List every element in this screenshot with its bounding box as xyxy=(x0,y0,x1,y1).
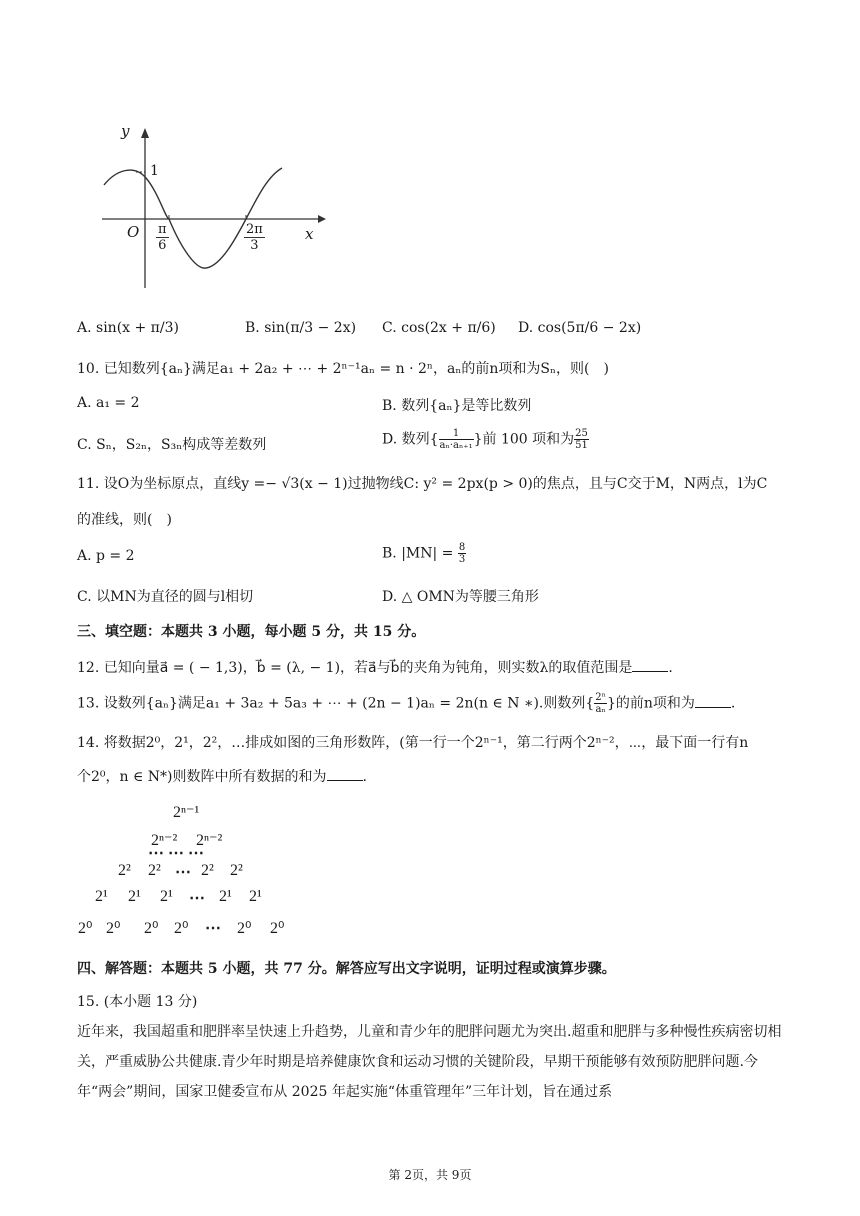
page-footer: 第 2页，共 9页 xyxy=(388,1168,472,1182)
tri-row6-2: 2⁰ xyxy=(106,920,121,937)
q10-option-d: D. 数列{ $\frac{1}{\text{aₙ·aₙ₊₁}}$ }前 100 项和为 $\frac{25}{51}$ xyxy=(382,428,588,451)
q10-option-c: C. Sₙ，S₂ₙ，S₃ₙ构成等差数列 xyxy=(77,437,267,453)
tri-row4-3: 2² xyxy=(201,862,214,879)
q14-blank xyxy=(327,768,363,781)
x-axis-arrow xyxy=(318,215,326,223)
x-axis-label: x xyxy=(305,225,314,243)
tri-row5-dots: ⋯ xyxy=(189,890,205,907)
tri-row1: 2ⁿ⁻¹ xyxy=(173,804,200,821)
tri-dots: ⋯ ⋯ ⋯ xyxy=(148,845,204,862)
origin-label: O xyxy=(127,223,140,241)
tri-row4-4: 2² xyxy=(230,862,243,879)
sine-graph xyxy=(96,118,336,293)
q11-option-c: C. 以MN为直径的圆与l相切 xyxy=(77,589,254,605)
section3-heading: 三、填空题：本题共 3 小题，每小题 5 分，共 15 分。 xyxy=(77,624,426,640)
q9-option-c: C. cos(2x + π/6) xyxy=(382,320,496,336)
tri-row5-3: 2¹ xyxy=(160,888,173,905)
tick-2pi-3: 2π 3 xyxy=(246,222,263,253)
tri-row6-6: 2⁰ xyxy=(270,920,285,937)
y-axis-arrow xyxy=(141,128,149,138)
q13-blank xyxy=(695,695,731,708)
tri-row5-2: 2¹ xyxy=(128,888,141,905)
tri-row6-dots: ⋯ xyxy=(205,920,221,937)
q9-option-a: A. sin(x + π/3) xyxy=(77,320,179,336)
q12-blank xyxy=(632,659,668,672)
q11-stem-line2: 的准线，则( ) xyxy=(77,512,172,528)
q11-stem-line1: 11. 设O为坐标原点，直线y =− √3(x − 1)过抛物线C: y² = 2px(p > 0)的焦点，且与C交于M，N两点，l为C xyxy=(77,476,768,492)
q14-line1: 14. 将数据2⁰，2¹，2²，…排成如图的三角形数阵，(第一行一个2ⁿ⁻¹，第二行两个2ⁿ⁻²，⋯，最下面一行有n xyxy=(77,735,749,751)
q9-option-b: B. sin(π/3 − 2x) xyxy=(245,320,357,336)
tri-row5-4: 2¹ xyxy=(219,888,232,905)
q13: 13. 设数列{aₙ}满足a₁ + 3a₂ + 5a₃ + ⋯ + (2n − 1)aₙ = 2n(n ∈ N ∗).则数列{ $\frac{\text{2ⁿ}}{\text{aₙ}}$ }的前n项和为 . xyxy=(77,692,736,715)
q14-line2: 个2⁰，n ∈ N*)则数阵中所有数据的和为 . xyxy=(77,769,367,785)
q10-stem: 10. 已知数列{aₙ}满足a₁ + 2a₂ + ⋯ + 2ⁿ⁻¹aₙ = n · 2ⁿ，aₙ的前n项和为Sₙ，则( ) xyxy=(77,361,609,377)
q15-paragraph: 近年来，我国超重和肥胖率呈快速上升趋势，儿童和青少年的肥胖问题尤为突出.超重和肥胖与多种慢性疾病密切相关，严重威胁公共健康.青少年时期是培养健康饮食和运动习惯的关键阶段，早期干预能够有效预防肥胖问题.今年“两会”期间，国家卫健委宣布从 2025 年起实施“体重管理年”三年计划，旨在通过系 xyxy=(77,1024,782,1100)
q9-option-d: D. cos(5π/6 − 2x) xyxy=(518,320,642,336)
tri-row6-5: 2⁰ xyxy=(237,920,252,937)
tri-row5-1: 2¹ xyxy=(95,888,108,905)
section4-heading: 四、解答题：本题共 5 小题，共 77 分。解答应写出文字说明，证明过程或演算步骤。 xyxy=(77,961,616,977)
tri-row6-4: 2⁰ xyxy=(174,920,189,937)
q11-option-d: D. △ OMN为等腰三角形 xyxy=(382,589,539,605)
curve xyxy=(104,168,282,268)
one-label: 1 xyxy=(150,163,159,179)
tri-row2-a: 2ⁿ⁻² xyxy=(151,832,178,849)
tri-row5-5: 2¹ xyxy=(249,888,262,905)
y-axis-label: y xyxy=(121,122,130,140)
q11-option-b: B. |MN| = $\frac{8}{3}$ xyxy=(382,542,466,565)
tri-row4-dots: ⋯ xyxy=(175,864,191,881)
tri-row6-1: 2⁰ xyxy=(78,920,93,937)
tri-row2-b: 2ⁿ⁻² xyxy=(196,832,223,849)
q11-option-a: A. p = 2 xyxy=(77,548,135,564)
tri-row4-1: 2² xyxy=(118,862,131,879)
q15-header: 15. (本小题 13 分) xyxy=(77,994,198,1010)
q10-option-b: B. 数列{aₙ}是等比数列 xyxy=(382,398,532,414)
q12: 12. 已知向量a⃗ = ( − 1,3)，b⃗ = (λ, − 1)，若a⃗与b⃗的夹角为钝角，则实数λ的取值范围是 . xyxy=(77,660,673,676)
q10-option-a: A. a₁ = 2 xyxy=(77,395,140,411)
tri-row6-3: 2⁰ xyxy=(144,920,159,937)
tri-row4-2: 2² xyxy=(148,862,161,879)
tick-pi-6: π 6 xyxy=(158,222,167,253)
